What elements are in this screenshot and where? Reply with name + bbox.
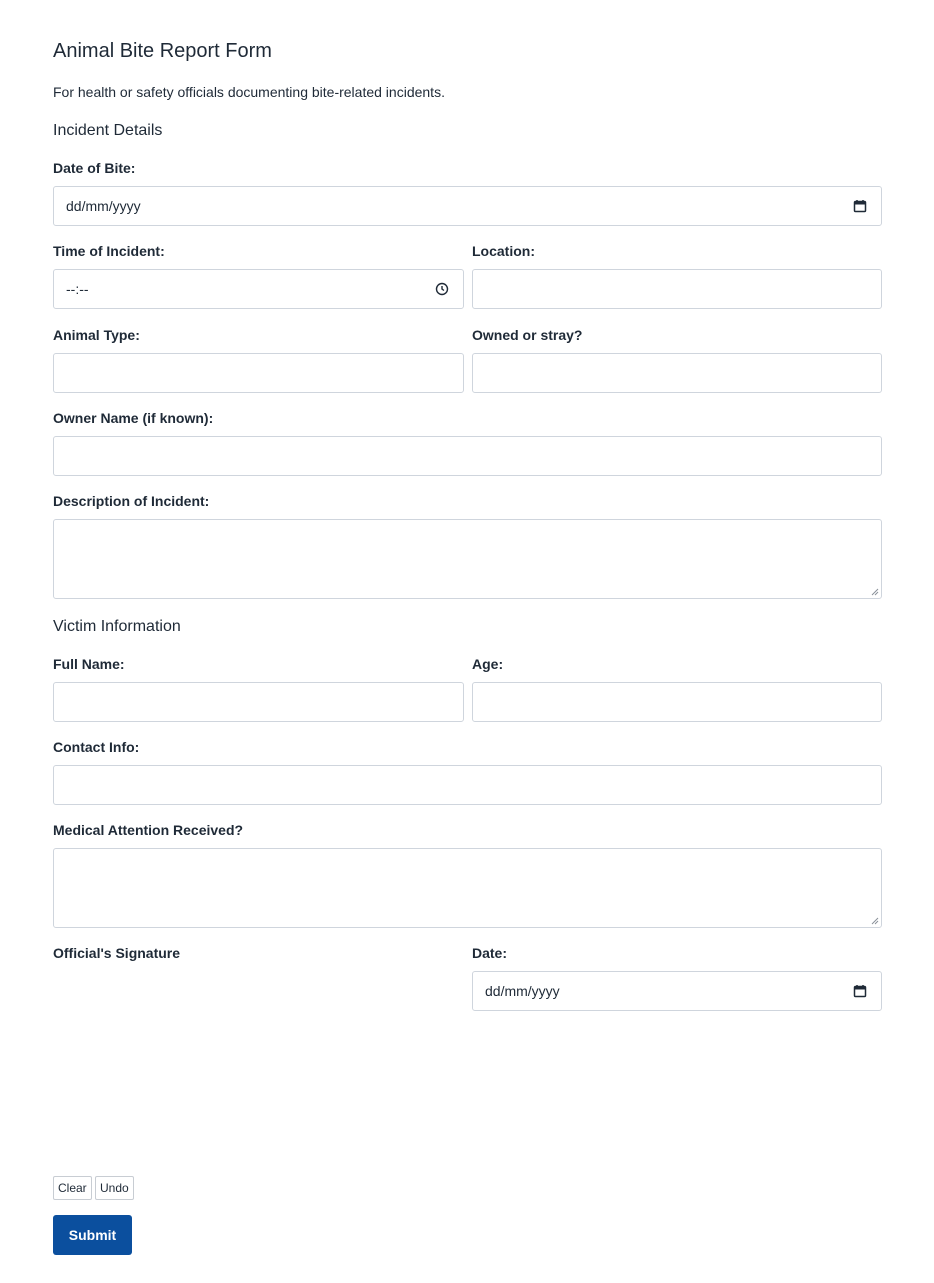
clock-icon[interactable] [435, 282, 449, 296]
incident-details-heading: Incident Details [53, 122, 163, 139]
time-of-incident-label: Time of Incident: [53, 243, 165, 259]
signature-date-input[interactable] [472, 971, 882, 1011]
age-label: Age: [472, 656, 504, 672]
animal-type-input[interactable] [53, 353, 464, 393]
submit-button[interactable]: Submit [53, 1215, 132, 1255]
contact-info-input[interactable] [53, 765, 882, 805]
owned-or-stray-input[interactable] [472, 353, 882, 393]
description-textarea[interactable] [53, 519, 882, 599]
signature-date-label: Date: [472, 945, 508, 961]
medical-attention-textarea[interactable] [53, 848, 882, 928]
date-of-bite-placeholder: dd/mm/yyyy [66, 198, 141, 214]
animal-type-label: Animal Type: [53, 327, 140, 343]
owner-name-input[interactable] [53, 436, 882, 476]
resize-handle-icon[interactable] [871, 917, 879, 925]
location-input[interactable] [472, 269, 882, 309]
location-label: Location: [472, 243, 535, 259]
date-of-bite-label: Date of Bite: [53, 160, 136, 176]
description-label: Description of Incident: [53, 493, 210, 509]
undo-signature-button[interactable]: Undo [95, 1176, 134, 1200]
calendar-icon[interactable] [853, 199, 867, 213]
full-name-label: Full Name: [53, 656, 125, 672]
page-title: Animal Bite Report Form [53, 40, 272, 62]
clear-signature-button[interactable]: Clear [53, 1176, 92, 1200]
page-subtitle: For health or safety officials documenting bite-related incidents. [53, 84, 445, 100]
time-of-incident-input[interactable] [53, 269, 464, 309]
signature-pad[interactable] [53, 968, 464, 1168]
resize-handle-icon[interactable] [871, 588, 879, 596]
owned-or-stray-label: Owned or stray? [472, 327, 583, 343]
contact-info-label: Contact Info: [53, 739, 140, 755]
medical-attention-label: Medical Attention Received? [53, 822, 244, 838]
age-input[interactable] [472, 682, 882, 722]
calendar-icon[interactable] [853, 984, 867, 998]
owner-name-label: Owner Name (if known): [53, 410, 214, 426]
date-of-bite-input[interactable] [53, 186, 882, 226]
signature-date-placeholder: dd/mm/yyyy [485, 983, 560, 999]
full-name-input[interactable] [53, 682, 464, 722]
signature-label: Official's Signature [53, 945, 181, 961]
time-placeholder: --:-- [66, 281, 89, 297]
victim-information-heading: Victim Information [53, 618, 181, 635]
